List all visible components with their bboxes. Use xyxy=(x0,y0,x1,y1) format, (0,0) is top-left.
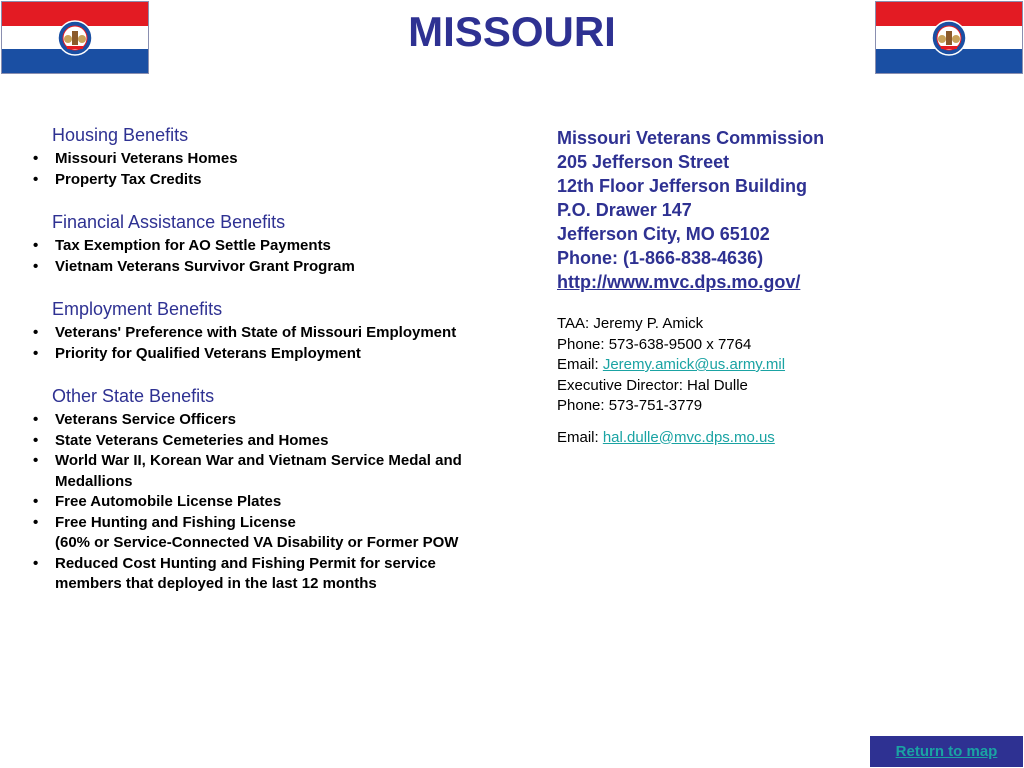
housing-heading: Housing Benefits xyxy=(52,125,189,145)
website-link[interactable]: http://www.mvc.dps.mo.gov/ xyxy=(557,272,801,292)
email-label: Email: xyxy=(557,356,603,373)
director-name: Executive Director: Hal Dulle xyxy=(557,376,748,394)
list-item: • State Veterans Cemeteries and Homes xyxy=(30,431,480,452)
taa-contact xyxy=(557,314,957,448)
employment-list xyxy=(30,323,480,364)
email-label: Email: xyxy=(557,428,603,446)
po-box: P.O. Drawer 147 xyxy=(557,200,692,220)
return-to-map-button[interactable] xyxy=(870,736,1023,767)
list-item-hunting xyxy=(30,513,480,554)
street: 205 Jefferson Street xyxy=(557,152,730,172)
list-item: • Reduced Cost Hunting and Fishing Permit for service members that deployed in the last 12 months xyxy=(30,554,480,595)
city: Jefferson City, MO 65102 xyxy=(557,224,770,244)
financial-heading: Financial Assistance Benefits xyxy=(52,212,286,232)
list-item: • Missouri Veterans Homes xyxy=(30,149,480,170)
benefits-column xyxy=(30,124,480,616)
taa-name: TAA: Jeremy P. Amick xyxy=(557,315,704,332)
hunting-note: (60% or Service-Connected VA Disability or Former POW xyxy=(55,534,459,551)
list-item: • World War II, Korean War and Vietnam Service Medal and Medallions xyxy=(30,451,480,492)
employment-heading: Employment Benefits xyxy=(52,299,223,319)
list-item: • Veterans Service Officers xyxy=(30,410,480,431)
contact-column xyxy=(557,126,957,448)
building: 12th Floor Jefferson Building xyxy=(557,176,808,196)
list-item: • Tax Exemption for AO Settle Payments xyxy=(30,236,480,257)
page-title: MISSOURI xyxy=(408,8,616,55)
financial-list xyxy=(30,236,480,277)
taa-email-link[interactable]: Jeremy.amick@us.army.mil xyxy=(602,356,786,373)
return-to-map-link[interactable]: Return to map xyxy=(895,743,998,760)
director-phone: Phone: 573-751-3779 xyxy=(557,397,703,414)
phone: Phone: (1-866-838-4636) xyxy=(557,248,764,268)
housing-list xyxy=(30,149,480,190)
list-item-label: Free Hunting and Fishing License xyxy=(55,513,296,531)
other-list xyxy=(30,410,480,595)
list-item: • Free Automobile License Plates xyxy=(30,492,480,513)
list-item: • Veterans' Preference with State of Missouri Employment xyxy=(30,323,480,344)
contact-address xyxy=(557,126,957,294)
director-email-link[interactable]: hal.dulle@mvc.dps.mo.us xyxy=(602,428,775,446)
list-item: • Priority for Qualified Veterans Employment xyxy=(30,344,480,365)
org-name: Missouri Veterans Commission xyxy=(557,128,825,148)
other-heading: Other State Benefits xyxy=(52,386,215,406)
list-item: • Property Tax Credits xyxy=(30,170,480,191)
taa-phone: Phone: 573-638-9500 x 7764 xyxy=(557,335,752,353)
list-item: • Vietnam Veterans Survivor Grant Program xyxy=(30,257,480,278)
